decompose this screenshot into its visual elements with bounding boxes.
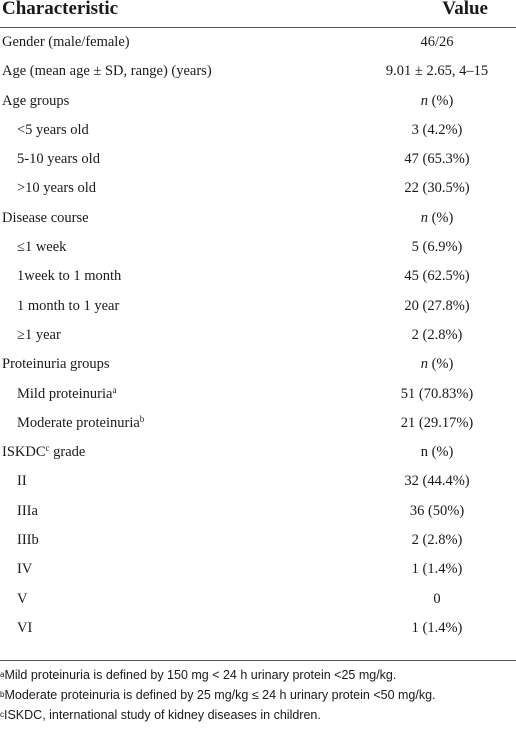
table-row xyxy=(0,174,516,203)
row-label: II xyxy=(17,473,27,490)
table-row xyxy=(0,497,516,526)
n-italic: n xyxy=(420,209,428,226)
table-footnotes xyxy=(0,667,514,727)
row-label: ≤1 week xyxy=(17,239,67,256)
table-row xyxy=(0,614,516,643)
row-label: 5-10 years old xyxy=(17,151,100,168)
table-row xyxy=(0,380,516,409)
row-value: n (%) xyxy=(420,444,454,461)
row-label: IIIa xyxy=(17,502,38,519)
row-value: 45 (62.5%) xyxy=(404,268,470,285)
row-label xyxy=(17,415,144,432)
row-value: 20 (27.8%) xyxy=(404,297,470,314)
row-value: 0 xyxy=(433,590,441,607)
row-label: Gender (male/female) xyxy=(2,34,130,50)
table-row xyxy=(0,526,516,555)
row-label xyxy=(17,386,116,403)
row-value: 1 (1.4%) xyxy=(411,619,463,636)
row-value: 3 (4.2%) xyxy=(411,121,463,138)
table-row xyxy=(0,116,516,145)
percent-label: (%) xyxy=(427,356,454,373)
table-row xyxy=(0,409,516,438)
footnote-mark: b xyxy=(139,413,145,424)
footnote-text: Mild proteinuria is defined by 150 mg < 24 h urinary protein <25 mg/kg. xyxy=(4,668,397,682)
table-row xyxy=(0,555,516,584)
footnote xyxy=(0,667,514,684)
row-value: 2 (2.8%) xyxy=(411,326,463,343)
table-row xyxy=(0,292,516,321)
footnote-mark: c xyxy=(0,710,4,719)
row-label: Age groups xyxy=(2,92,70,109)
label-text: Moderate proteinuria xyxy=(17,414,140,431)
header-characteristic: Characteristic xyxy=(2,0,119,19)
row-value: 2 (2.8%) xyxy=(411,532,463,549)
row-value: 22 (30.5%) xyxy=(404,180,470,197)
table-row xyxy=(0,87,516,116)
row-value: 51 (70.83%) xyxy=(400,385,474,402)
row-label: >10 years old xyxy=(17,180,97,197)
table-row xyxy=(0,467,516,496)
table-row xyxy=(0,145,516,174)
table-row xyxy=(0,233,516,262)
row-value: 46/26 xyxy=(420,34,454,50)
table-header xyxy=(0,0,516,28)
footnote-mark: a xyxy=(112,384,117,395)
table-row xyxy=(0,585,516,614)
table-row xyxy=(0,57,516,86)
row-label: <5 years old xyxy=(17,121,89,138)
row-label: VI xyxy=(17,619,33,636)
row-value: 47 (65.3%) xyxy=(404,151,470,168)
table-row xyxy=(0,28,516,57)
row-label: 1 month to 1 year xyxy=(17,297,120,314)
percent-label: (%) xyxy=(427,209,454,226)
row-value: 21 (29.17%) xyxy=(400,414,474,431)
row-label: Age (mean age ± SD, range) (years) xyxy=(2,63,212,80)
row-value: 5 (6.9%) xyxy=(411,239,463,256)
footnote-text: ISKDC, international study of kidney diseases in children. xyxy=(4,708,321,722)
footnote xyxy=(0,687,514,704)
row-value: 1 (1.4%) xyxy=(411,561,463,578)
row-label: ≥1 year xyxy=(17,326,61,343)
header-value: Value xyxy=(442,0,488,19)
label-text: ISKDC xyxy=(2,444,46,461)
table-row xyxy=(0,204,516,233)
label-rest: grade xyxy=(49,444,86,461)
n-italic: n xyxy=(420,356,428,373)
row-label xyxy=(2,444,85,461)
table-row xyxy=(0,438,516,467)
row-label: IV xyxy=(17,561,33,578)
table-row xyxy=(0,321,516,350)
footnote-mark: b xyxy=(0,690,5,699)
footnote-text: Moderate proteinuria is defined by 25 mg/kg ≤ 24 h urinary protein <50 mg/kg. xyxy=(4,688,436,702)
table-bottom-rule xyxy=(0,660,516,661)
label-text: Mild proteinuria xyxy=(17,385,113,402)
footnote-mark: a xyxy=(0,670,5,679)
row-label: IIIb xyxy=(17,532,39,549)
n-italic: n xyxy=(420,92,428,109)
row-value xyxy=(362,93,512,110)
footnote xyxy=(0,707,514,724)
footnote-mark: c xyxy=(45,443,50,454)
row-value: 36 (50%) xyxy=(409,502,465,519)
table-row xyxy=(0,262,516,291)
row-label: Disease course xyxy=(2,209,89,226)
row-value xyxy=(362,356,512,373)
percent-label: (%) xyxy=(427,92,454,109)
row-label: V xyxy=(17,590,28,607)
row-value: 9.01 ± 2.65, 4–15 xyxy=(385,63,489,80)
row-value: 32 (44.4%) xyxy=(404,473,470,490)
row-label: 1week to 1 month xyxy=(17,268,122,285)
row-value xyxy=(362,210,512,227)
row-label: Proteinuria groups xyxy=(2,356,110,373)
table-row xyxy=(0,350,516,379)
